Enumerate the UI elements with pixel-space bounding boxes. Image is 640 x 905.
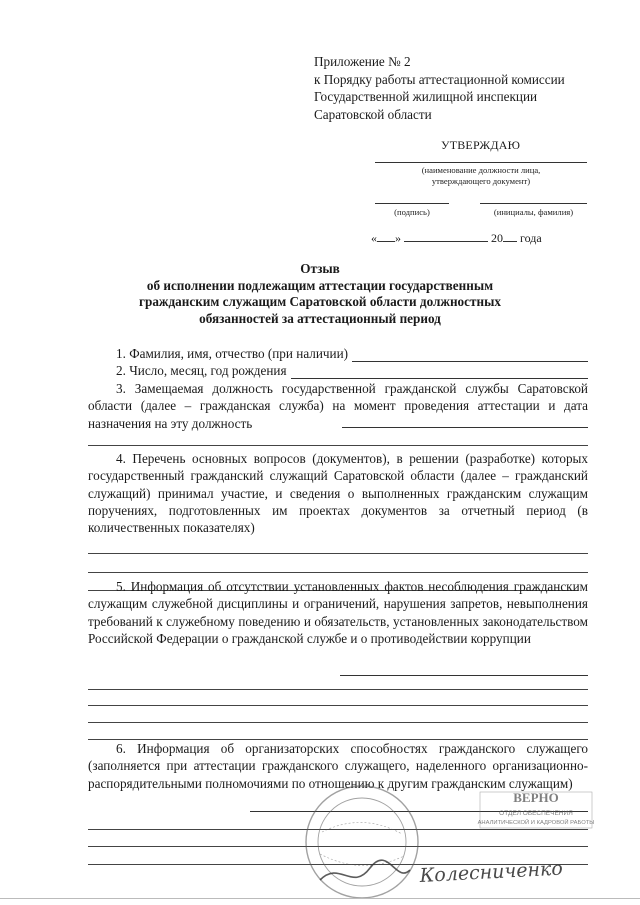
item-1-field[interactable]	[352, 348, 588, 362]
item-2-field[interactable]	[291, 365, 588, 379]
item-2-label: 2. Число, месяц, год рождения	[116, 363, 287, 378]
stamp-verified-text: ВЕРНО	[513, 790, 559, 805]
position-line[interactable]	[375, 162, 587, 163]
certification-stamp	[300, 772, 600, 900]
appendix-header	[314, 53, 634, 123]
answer-line[interactable]	[88, 722, 588, 723]
item-3-inline-field[interactable]	[342, 427, 588, 428]
answer-line[interactable]	[88, 689, 588, 690]
appendix-line: Государственной жилищной инспекции	[314, 89, 538, 105]
stamp-department-text: ОТДЕЛ ОБЕСПЕЧЕНИЯ	[499, 810, 573, 817]
date-quote-open: «	[371, 231, 377, 245]
title-line: Отзыв	[300, 261, 340, 276]
item-3-answer-line[interactable]	[88, 445, 588, 446]
item-4	[88, 450, 588, 536]
initials-caption: (инициалы, фамилия)	[493, 207, 574, 217]
stamp-signature: Колесниченко	[419, 857, 564, 887]
title-line: об исполнении подлежащим аттестации государственным	[146, 277, 494, 293]
item-5	[88, 578, 588, 647]
position-caption-line: (наименование должности лица,	[421, 165, 541, 175]
answer-line[interactable]	[88, 705, 588, 706]
position-caption	[375, 165, 587, 187]
approval-date	[371, 229, 571, 246]
initials-line[interactable]	[480, 203, 587, 204]
date-year-prefix: 20	[491, 231, 503, 245]
page-bottom-rule	[0, 898, 640, 899]
date-year-field[interactable]	[503, 229, 517, 242]
date-month-field[interactable]	[404, 229, 488, 242]
signature-stroke	[320, 860, 410, 880]
answer-line[interactable]	[88, 553, 588, 554]
item-1	[88, 345, 588, 362]
item-4-text: 4. Перечень основных вопросов (документов), в решении (разработке) которых государственный гражданский служащий Саратовской области (далее – гражданский служащий) принимал участие, и сведения о выполненных гражданским служащим поручениях, подготовленных им проектах документов за отчетный период (в количественных показателях)	[88, 451, 588, 536]
document-title	[100, 261, 540, 327]
appendix-line: Саратовской области	[314, 106, 432, 122]
date-day-field[interactable]	[377, 229, 395, 242]
title-line: гражданским служащим Саратовской области должностных	[139, 294, 501, 310]
item-2	[88, 362, 588, 379]
signature-caption: (подпись)	[394, 207, 430, 217]
item-3	[88, 380, 588, 432]
appendix-line: Приложение № 2	[314, 54, 411, 69]
stamp-department-text: АНАЛИТИЧЕСКОЙ И КАДРОВОЙ РАБОТЫ	[477, 820, 595, 826]
position-caption-line: утверждающего документ)	[431, 176, 531, 186]
signature-line[interactable]	[375, 203, 449, 204]
item-1-label: 1. Фамилия, имя, отчество (при наличии)	[116, 346, 349, 361]
title-line: обязанностей за аттестационный период	[199, 310, 441, 326]
item-6-text: 6. Информация об организаторских способностях гражданского служащего (заполняется при аттестации гражданского служащего, наделенного организационно-распорядительными полномочиями по отношению к другим гражданским служащим)	[88, 741, 588, 791]
appendix-line: к Порядку работы аттестационной комиссии	[314, 71, 565, 87]
answer-line[interactable]	[88, 572, 588, 573]
date-year-suffix: года	[520, 231, 542, 245]
date-quote-close: »	[395, 231, 401, 245]
item-5-text: 5. Информация об отсутствии установленных фактов несоблюдения гражданским служащим служебной дисциплины и ограничений, нарушения запретов, невыполнения требований к служебному поведению и обязательств, установленных законодательством Российской Федерации о гражданской службе и о противодействии коррупции	[88, 579, 588, 646]
item-3-text: 3. Замещаемая должность государственной гражданской службы Саратовской области (далее – гражданская служба) на момент проведения аттестации и дата назначения на эту должность	[88, 381, 588, 431]
approval-heading: УТВЕРЖДАЮ	[441, 138, 521, 152]
item-5-inline-field[interactable]	[340, 675, 588, 676]
